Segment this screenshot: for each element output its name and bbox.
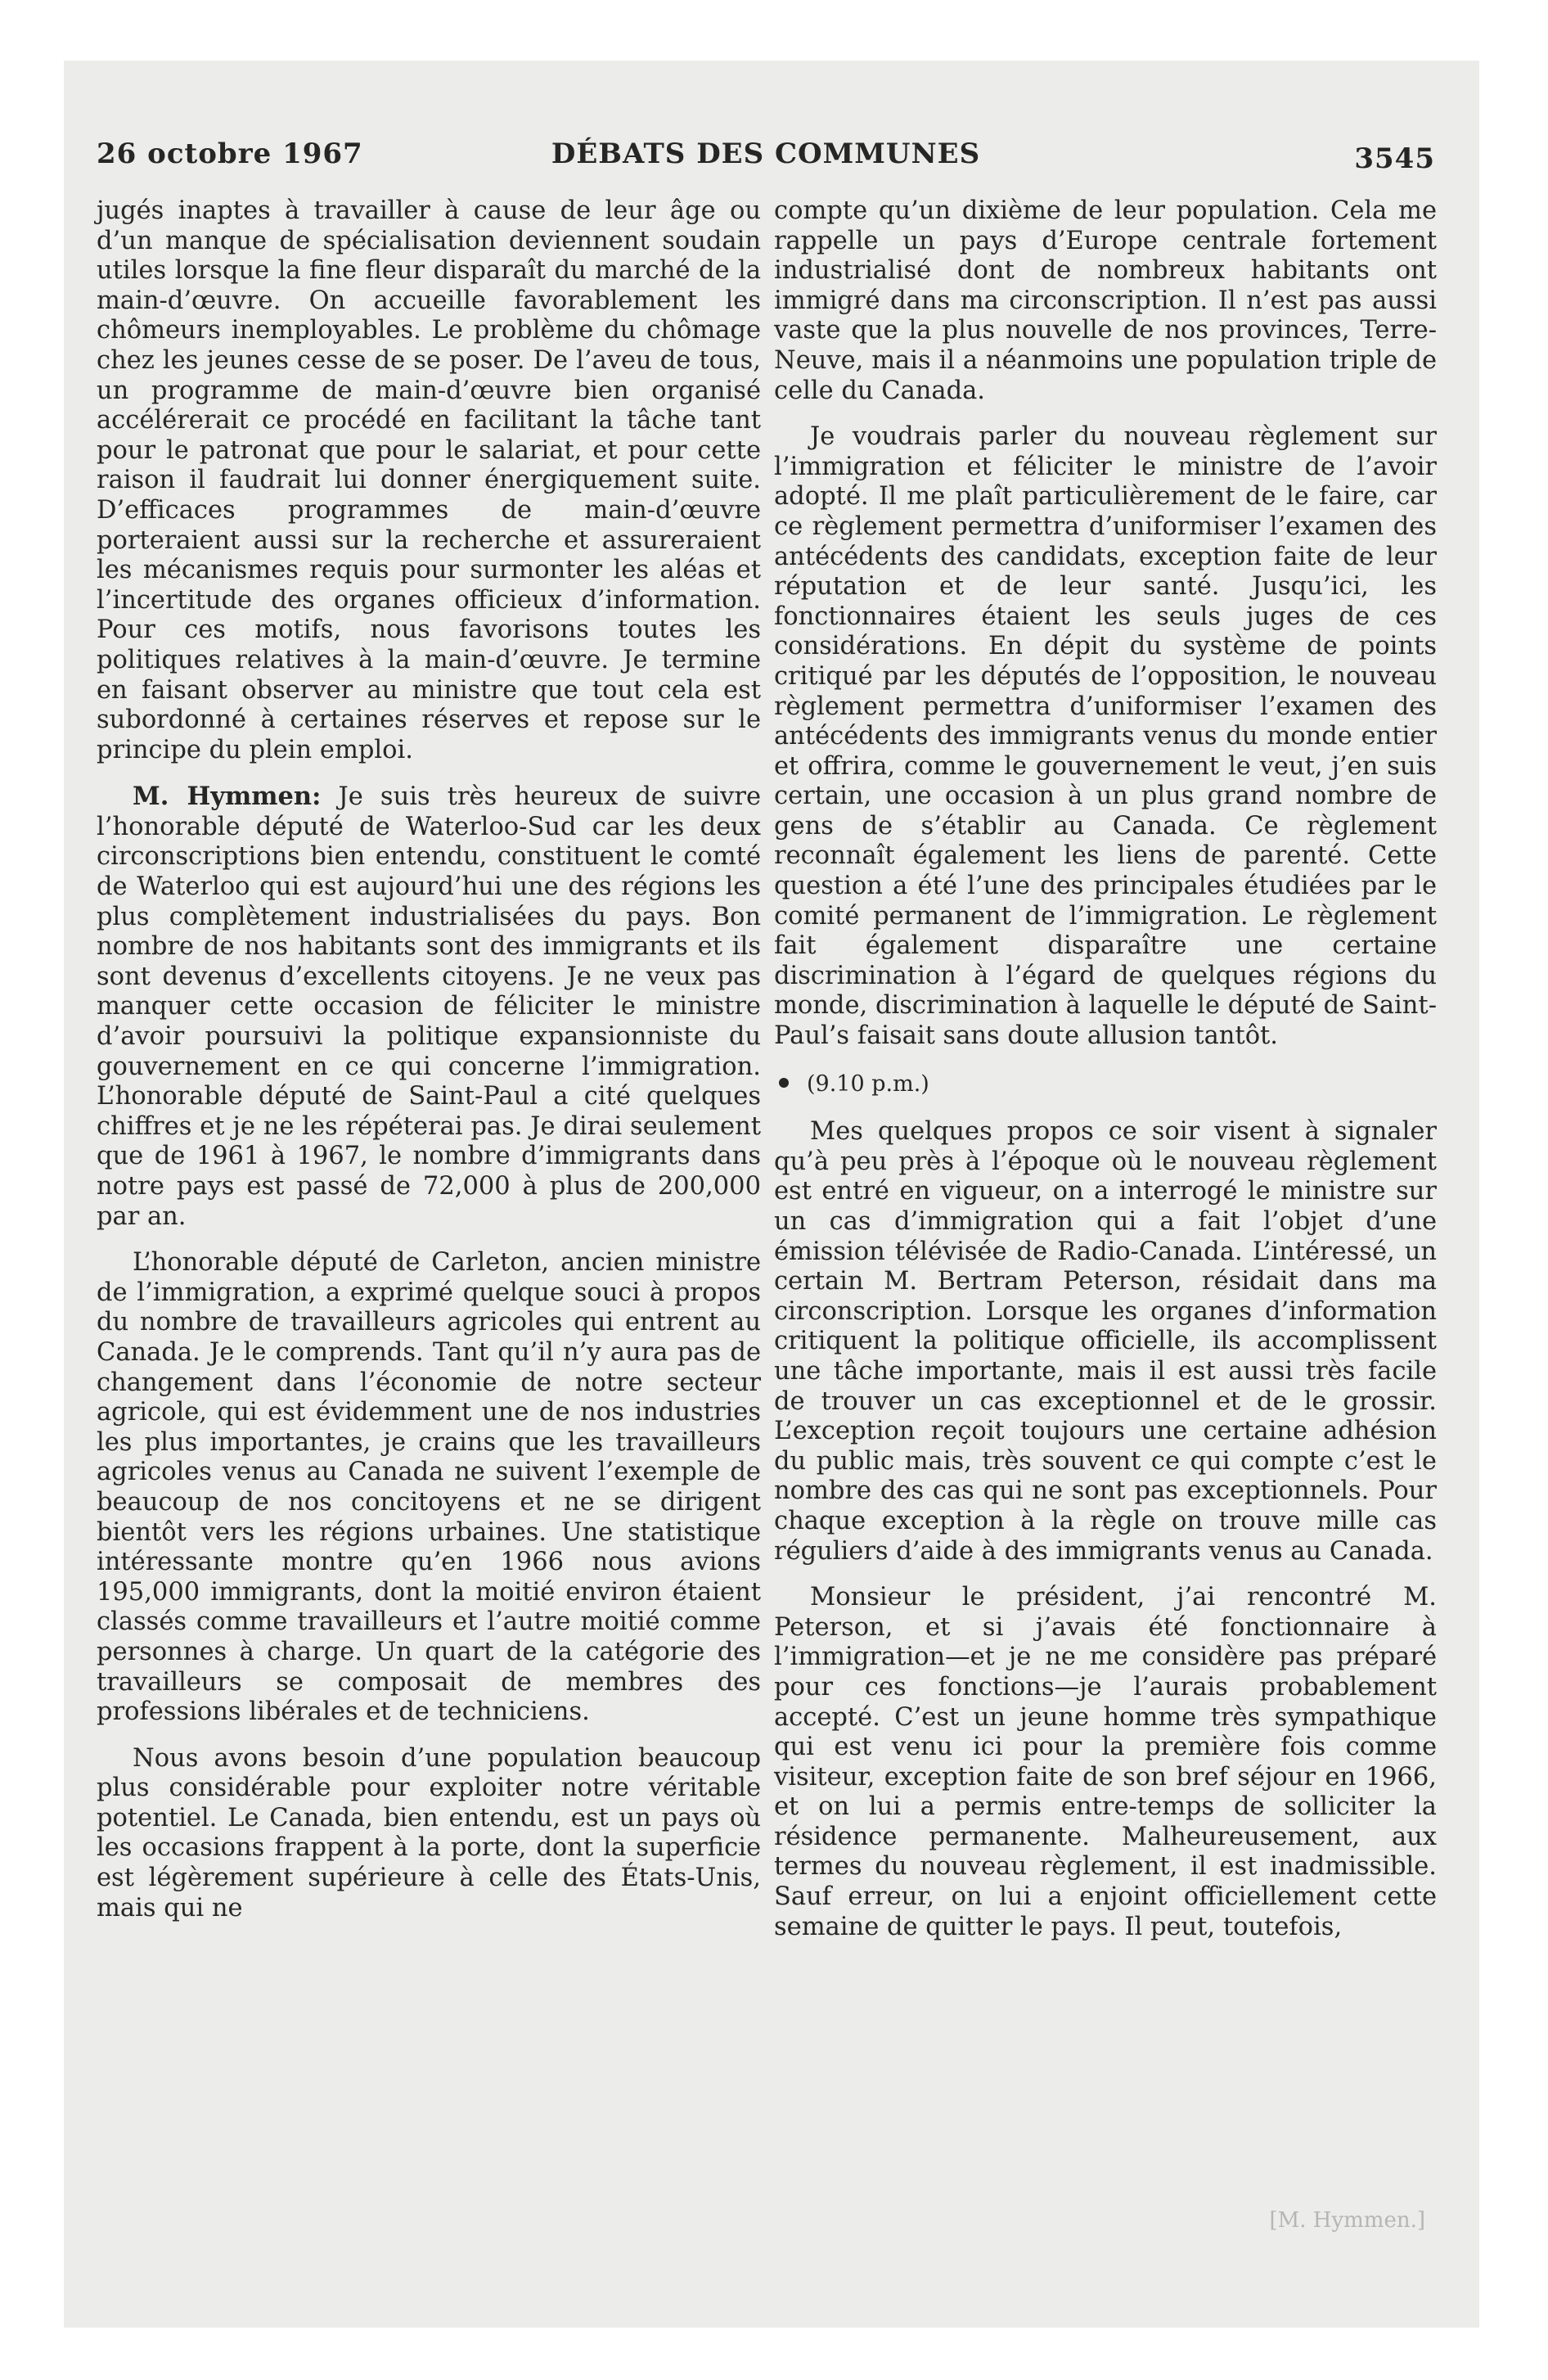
paragraph: Mes quelques propos ce soir visent à signaler qu’à peu près à l’époque où le nouveau règlement est entré en vigueur, on a interrogé le ministre sur un cas d’immigration qui a fait l’objet d’une émission télévisée de Radio-Canada. L’intéressé, un certain M. Bertram Peterson, résidait dans ma circonscription. Lorsque les organes d’information critiquent la politique officielle, ils accomplissent une tâche importante, mais il est aussi très facile de trouver un cas exceptionnel et de le grossir. L’exception reçoit toujours une certaine adhésion du public mais, très souvent ce qui compte c’est le nombre des cas qui ne sont pas exceptionnels. Pour chaque exception à la règle on trouve mille cas réguliers d’aide à des immigrants venus au Canada. <box>774 1117 1437 1566</box>
header-date: 26 octobre 1967 <box>97 137 363 170</box>
paragraph: Je voudrais parler du nouveau règlement sur l’immigration et féliciter le ministre de l’avoir adopté. Il me plaît particulièrement de le faire, car ce règlement permettra d’uniformiser l’examen des antécédents des candidats, exception faite de leur réputation et de leur santé. Jusqu’ici, les fonctionnaires étaient les seuls juges de ces considérations. En dépit du système de points critiqué par les députés de l’opposition, le nouveau règlement permettra d’uniformiser l’examen des antécédents des immigrants venus du monde entier et offrira, comme le gouvernement le veut, j’en suis certain, une occasion à un plus grand nombre de gens de s’établir au Canada. Ce règlement reconnaît également les liens de parenté. Cette question a été l’une des principales étudiées par le comité permanent de l’immigration. Le règlement fait également disparaître une certaine discrimination à l’égard de quelques régions du monde, discrimination à laquelle le député de Saint-Paul’s faisait sans doute allusion tantôt. <box>774 422 1437 1051</box>
paragraph-speaker <box>97 782 761 1232</box>
paragraph: jugés inaptes à travailler à cause de leur âge ou d’un manque de spécialisation deviennent soudain utiles lorsque la fine fleur disparaît du marché de la main-d’œuvre. On accueille favorablement les chômeurs inemployables. Le problème du chômage chez les jeunes cesse de se poser. De l’aveu de tous, un programme de main-d’œuvre bien organisé accélérerait ce procédé en facilitant la tâche tant pour le patronat que pour le salariat, et pour cette raison il faudrait lui donner énergiquement suite. D’efficaces programmes de main-d’œuvre porteraient aussi sur la recherche et assureraient les mécanismes requis pour surmonter les aléas et l’incertitude des organes officieux d’information. Pour ces motifs, nous favorisons toutes les politiques relatives à la main-d’œuvre. Je termine en faisant observer au ministre que tout cela est subordonné à certaines réserves et repose sur le principe du plein emploi. <box>97 196 761 764</box>
paragraph: Nous avons besoin d’une population beaucoup plus considérable pour exploiter notre véritable potentiel. Le Canada, bien entendu, est un pays où les occasions frappent à la porte, dont la superficie est légèrement supérieure à celle des États-Unis, mais qui ne <box>97 1743 761 1922</box>
paragraph: compte qu’un dixième de leur population. Cela me rappelle un pays d’Europe centrale fortement industrialisé dont de nombreux habitants ont immigré dans ma circonscription. Il n’est pas aussi vaste que la plus nouvelle de nos provinces, Terre-Neuve, mais il a néanmoins une population triple de celle du Canada. <box>774 196 1437 405</box>
paragraph: Monsieur le président, j’ai rencontré M. Peterson, et si j’avais été fonctionnaire à l’immigration—et je ne me considère pas préparé pour ces fonctions—je l’aurais probablement accepté. C’est un jeune homme très sympathique qui est venu ici pour la première fois comme visiteur, exception faite de son bref séjour en 1966, et on lui a permis entre-temps de solliciter la résidence permanente. Malheureusement, aux termes du nouveau règlement, il est inadmissible. Sauf erreur, on lui a enjoint officiellement cette semaine de quitter le pays. Il peut, toutefois, <box>774 1583 1437 1941</box>
header-title: DÉBATS DES COMMUNES <box>551 137 981 170</box>
footer-note: [M. Hymmen.] <box>1269 2208 1425 2233</box>
time-text: (9.10 p.m.) <box>807 1071 929 1097</box>
speech-text: Je suis très heureux de suivre l’honorable député de Waterloo-Sud car les deux circonscriptions bien entendu, constituent le comté de Waterloo qui est aujourd’hui une des régions les plus complètement industrialisées du pays. Bon nombre de nos habitants sont des immigrants et ils sont devenus d’excellents citoyens. Je ne veux pas manquer cette occasion de féliciter le ministre d’avoir poursuivi la politique expansionniste du gouvernement en ce qui concerne l’immigration. L’honorable député de Saint-Paul a cité quelques chiffres et je ne les répéterai pas. Je dirai seulement que de 1961 à 1967, le nombre d’immigrants dans notre pays est passé de 72,000 à plus de 200,000 par an. <box>97 782 762 1231</box>
paragraph: L’honorable député de Carleton, ancien ministre de l’immigration, a exprimé quelque souci à propos du nombre de travailleurs agricoles qui entrent au Canada. Je le comprends. Tant qu’il n’y aura pas de changement dans l’économie de notre secteur agricole, qui est évidemment une de nos industries les plus importantes, je crains que les travailleurs agricoles venus au Canada ne suivent l’exemple de beaucoup de nos concitoyens et ne se dirigent bientôt vers les régions urbaines. Une statistique intéressante montre qu’en 1966 nous avions 195,000 immigrants, dont la moitié environ étaient classés comme travailleurs et l’autre moitié comme personnes à charge. Un quart de la catégorie des travailleurs se composait de membres des professions libérales et de techniciens. <box>97 1248 761 1727</box>
page-header <box>97 137 1435 187</box>
page-number: 3545 <box>1354 142 1435 175</box>
bullet-icon <box>779 1078 789 1088</box>
left-column <box>97 196 761 1923</box>
time-stamp <box>774 1070 1437 1100</box>
speaker-name: M. Hymmen: <box>133 782 322 812</box>
right-column <box>774 196 1437 1942</box>
